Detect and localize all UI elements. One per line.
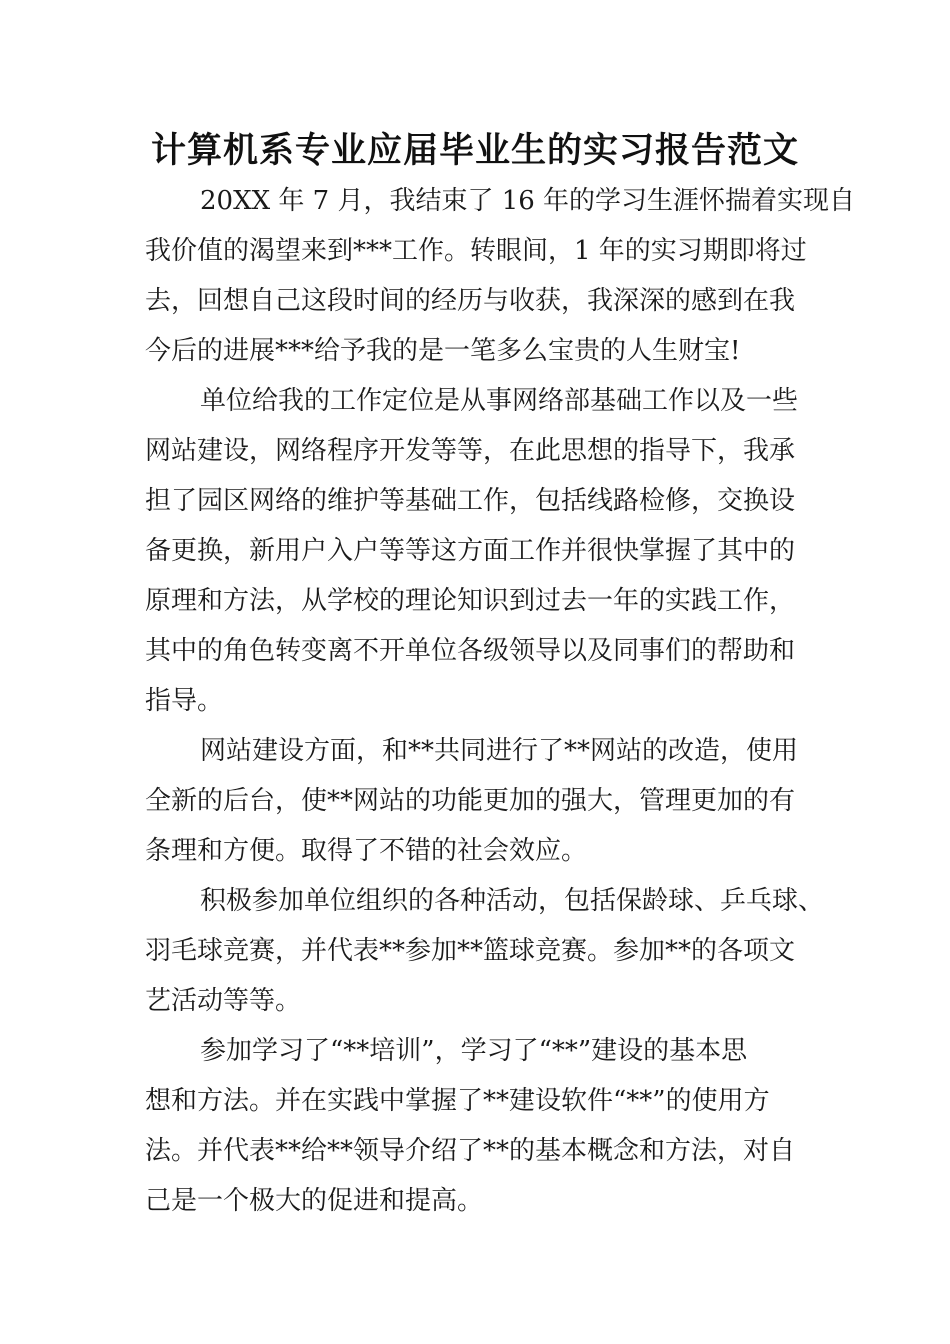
paragraph-line: 条理和方便。取得了不错的社会效应。 (145, 836, 588, 866)
paragraph-line: 法。并代表**给**领导介绍了**的基本概念和方法，对自 (145, 1136, 796, 1166)
paragraph-line: 原理和方法，从学校的理论知识到过去一年的实践工作， (145, 586, 796, 616)
paragraph-line: 备更换，新用户入户等等这方面工作并很快掌握了其中的 (145, 536, 796, 566)
paragraph-line: 其中的角色转变离不开单位各级领导以及同事们的帮助和 (145, 636, 796, 666)
paragraph-line: 网站建设，网络程序开发等等，在此思想的指导下，我承 (145, 436, 796, 466)
document-body (145, 176, 856, 1226)
paragraph-2 (145, 376, 835, 726)
paragraph-line: 网站建设方面，和**共同进行了**网站的改造，使用 (200, 736, 799, 766)
paragraph-5 (145, 1026, 835, 1226)
paragraph-line: 我价值的渴望来到***工作。转眼间，1 年的实习期即将过 (145, 236, 807, 266)
paragraph-4 (145, 876, 835, 1026)
paragraph-line: 去，回想自己这段时间的经历与收获，我深深的感到在我 (145, 286, 796, 316)
paragraph-line: 参加学习了“**培训”，学习了“**”建设的基本思 (200, 1036, 748, 1066)
paragraph-line: 羽毛球竞赛，并代表**参加**篮球竞赛。参加**的各项文 (145, 936, 796, 966)
paragraph-line: 单位给我的工作定位是从事网络部基础工作以及一些 (200, 386, 799, 416)
document-title: 计算机系专业应届毕业生的实习报告范文 (150, 130, 799, 171)
paragraph-1 (145, 176, 856, 376)
paragraph-3 (145, 726, 835, 876)
paragraph-line: 指导。 (145, 686, 224, 716)
paragraph-line: 己是一个极大的促进和提高。 (145, 1186, 484, 1216)
paragraph-line: 20XX 年 7 月，我结束了 16 年的学习生涯怀揣着实现自 (200, 186, 856, 216)
paragraph-line: 全新的后台，使**网站的功能更加的强大，管理更加的有 (145, 786, 796, 816)
paragraph-line: 想和方法。并在实践中掌握了**建设软件“**”的使用方 (145, 1086, 770, 1116)
paragraph-line: 艺活动等等。 (145, 986, 302, 1016)
paragraph-line: 今后的进展***给予我的是一笔多么宝贵的人生财宝! (145, 336, 741, 366)
paragraph-line: 积极参加单位组织的各种活动，包括保龄球、乒乓球、 (200, 886, 825, 916)
paragraph-line: 担了园区网络的维护等基础工作，包括线路检修，交换设 (145, 486, 796, 516)
